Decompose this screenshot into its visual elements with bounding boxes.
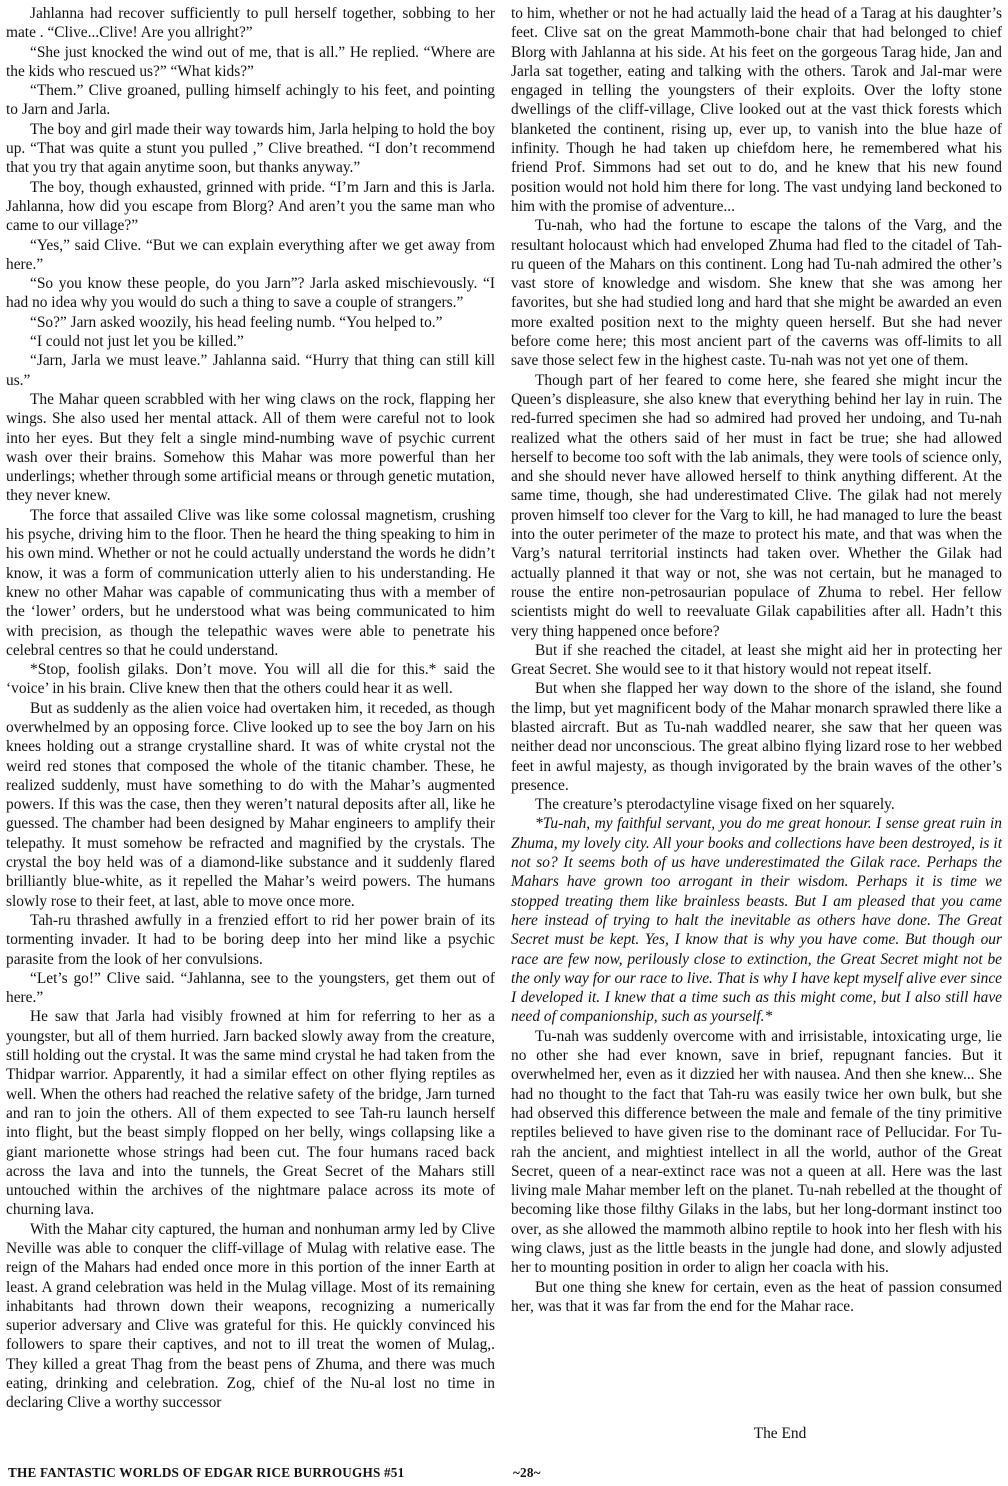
paragraph: “I could not just let you be killed.”: [30, 333, 244, 351]
paragraph: The creature’s pterodactyline visage fixed on her squarely.: [535, 796, 895, 814]
paragraph: The force that assailed Clive was like some colossal magnetism, crushing his psyche, driving him to the floor. Then he heard the thing speaking to him in his own mind. Whether or not he could actually understand the words he didn’t know, it was a form of communication utterly alien to his understanding. He knew no other Mahar was capable of communicating thus with a member of the ‘lower’ orders, but he understood what was being communicated to him with precision, as though the telepathic waves were able to penetrate his celebral centres so that he could understand.: [6, 506, 495, 659]
paragraph: The Mahar queen scrabbled with her wing claws on the rock, flapping her wings. She also used her mental attack. All of them were careful not to look into her eyes. But they felt a single mind-numbing wave of psychic current wash over their brains. Somehow this Mahar was more powerful than her underlings; whether through some artificial means or through genetic mutation, they never knew.: [6, 390, 495, 505]
left-column: [6, 4, 495, 1413]
paragraph: “Yes,” said Clive. “But we can explain everything after we get away from here.”: [6, 236, 495, 273]
paragraph: But when she flapped her way down to the shore of the island, she found the limp, but yet magnificent body of the Mahar monarch sprawled there like a blasted aircraft. But as Tu-nah waddled nearer, she saw that her queen was neither dead nor unconscious. The great albino flying lizard rose to her webbed feet in awful majesty, as though invigorated by the brain waves of the other’s presence.: [511, 680, 1002, 794]
paragraph: He saw that Jarla had visibly frowned at him for referring to her as a youngster, but all of them hurried. Jarn backed slowly away from the creature, still holding out the crystal. It was the same mind crystal he had taken from the Thidpar warrior. Apparently, it had a similar effect on other flying reptiles as well. When the others had reached the relative safety of the bridge, Jarn turned and ran to join the others. All of them expected to see Tah-ru launch herself into flight, but the beast simply flopped on her belly, wings collapsing like a giant marionette whose strings had been cut. The four humans raced back across the lava and into the tunnels, the Great Secret of the Mahars still untouched within the archives of the nightmare palace across its mote of churning lava.: [6, 1008, 495, 1219]
paragraph: The boy, though exhausted, grinned with pride. “I’m Jarn and this is Jarla. Jahlanna, how did you escape from Blorg? And aren’t you the same man who came to our village?”: [6, 178, 495, 235]
the-end-label: The End: [753, 1425, 807, 1442]
page-footer: [8, 1465, 1000, 1485]
magazine-title: THE FANTASTIC WORLDS OF EDGAR RICE BURROUGHS #51: [8, 1465, 405, 1480]
paragraph: “Them.” Clive groaned, pulling himself achingly to his feet, and pointing to Jarn and Jarla.: [6, 82, 495, 119]
paragraph: But if she reached the citadel, at least she might aid her in protecting her Great Secret. She would see to it that history would not repeat itself.: [511, 641, 1002, 679]
paragraph: Tu-nah was suddenly overcome with and irrisistable, intoxicating urge, lie no other she had ever known, save in brief, repugnant fancies. But it overwhelmed her, even as it dizzied her with nausea. And then she knew... She had no thought to the fact that Tah-ru was easily twice her own bulk, but she had observed this difference between the male and female of the tiny primitive reptiles believed to have given rise to the dominant race of Pellucidar. For Tu-rah the ancient, and mightiest intellect in all the world, author of the Great Secret, queen of a near-extinct race was not a queen at all. Here was the last living male Mahar member left on the planet. Tu-nah rebelled at the thought of becoming like those filthy Gilaks in the labs, but her long-dormant instinct too over, as she allowed the mammoth albino reptile to hook into her flesh with his wing claws, just as the little beasts in the jungle had done, and slowly adjusted her to mounting position in order to align her coacla with his.: [511, 1027, 1002, 1277]
paragraph: With the Mahar city captured, the human and nonhuman army led by Clive Neville was able to conquer the cliff-village of Mulag with relative ease. The reign of the Mahars had ended once more in this portion of the inner Earth at least. A grand celebration was held in the Mulag village. Most of its remaining inhabitants had thrown down their weapons, recognizing a numerically superior adversary and Clive was grateful for this. He quickly convinced his followers to spare their captives, and not to ill treat the women of Mulag,. They killed a great Thag from the beast pens of Zhuma, and there was much eating, drinking and celebration. Zog, chief of the Nu-al lost no time in declaring Clive a worthy successor: [6, 1220, 495, 1412]
paragraph: “Jarn, Jarla we must leave.” Jahlanna said. “Hurry that thing can still kill us.”: [6, 352, 495, 389]
paragraph: Tu-nah, who had the fortune to escape the talons of the Varg, and the resultant holocaust which had enveloped Zhuma had fled to the citadel of Tah-ru queen of the Mahars on this continent. Long had Tu-nah admired the other’s vast store of knowledge and wisdom. She knew that she was among her favorites, but she had studied long and hard that she might be awarded an even more exalted position next to the mighty queen herself. But she had never before come here; this most ancient part of the caverns was off-limits to all save those select few in the highest caste. Tu-nah was not yet one of them.: [511, 217, 1002, 370]
paragraph: But as suddenly as the alien voice had overtaken him, it receded, as though overwhelmed by an opposing force. Clive looked up to see the boy Jarn on his knees holding out a strange crystalline shard. It was of white crystal not the weird red stones that composed the whole of the titanic chamber. These, he realized suddenly, must have something to do with the Mahar’s augmented powers. If this was the case, then they weren’t natural deposits after all, like he guessed. The chamber had been designed by Mahar engineers to amplify their telepathy. It must somehow be refracted and magnified by the crystals. The crystal the boy held was of a diamond-like substance and it suddenly flared brilliantly blue-white, as it repelled the Mahar’s weird powers. The humans slowly rose to their feet, at last, able to move once more.: [6, 699, 495, 910]
paragraph: “Let’s go!” Clive said. “Jahlanna, see to the youngsters, get them out of here.”: [6, 969, 495, 1007]
paragraph: Though part of her feared to come here, she feared she might incur the Queen’s displeasure, she also knew that everything behind her lay in ruin. The red-furred specimen she had so admired had proved her undoing, and Tu-nah realized what the others said of her must in fact be true; she had allowed herself to become too soft with the lab animals, they were tools of science only, and she should never have allowed herself to think anything different. At the same time, though, she had underestimated Clive. The gilak had not merely proven himself too clever for the Varg to kill, he had managed to lure the beast into the outer perimeter of the maze to protect his mate, and that was when the Varg’s natural territorial instincts had taken over. Whether the Gilak had actually planned it that way or not, she was not certain, but he managed to rouse the entire non-petrosaurian populace of Zhuma to rebel. Her fellow scientists might do well to reevaluate Gilak capabilities after all. Hadn’t this very thing happened once before?: [511, 371, 1002, 640]
paragraph: “She just knocked the wind out of me, that is all.” He replied. “Where are the kids who rescued us?” “What kids?”: [6, 43, 495, 80]
right-column: [511, 4, 1002, 1316]
paragraph: Jahlanna had recover sufficiently to pull herself together, sobbing to her mate . “Clive...Clive! Are you allright?”: [6, 5, 495, 42]
paragraph: The boy and girl made their way towards him, Jarla helping to hold the boy up. “That was quite a stunt you pulled ,” Clive breathed. “I don’t recommend that you try that again anytime soon, but thanks anyway.”: [6, 120, 495, 177]
paragraph: “So?” Jarn asked woozily, his head feeling numb. “You helped to.”: [30, 313, 443, 331]
paragraph: But one thing she knew for certain, even as the heat of passion consumed her, was that it was far from the end for the Mahar race.: [511, 1278, 1002, 1315]
paragraph: *Stop, foolish gilaks. Don’t move. You will all die for this.* said the ‘voice’ in his brain. Clive knew then that the others could hear it as well.: [6, 661, 495, 698]
paragraph: to him, whether or not he had actually laid the head of a Tarag at his daughter’s feet. Clive sat on the great Mammoth-bone chair that had belonged to chief Blorg with Jahlanna at his side. At his feet on the gorgeous Tarag hide, Jan and Jarla sat together, eating and talking with the others. Tarok and Jal-mar were engaged in telling the youngsters of their exploits. Over the lofty stone dwellings of the cliff-village, Clive looked out at the vast thick forests which blanketed the continent, rising up, ever up, to vanish into the blue haze of infinity. Though he had taken up chiefdom here, he remembered what his friend Prof. Simmons had set out to do, and he knew that his new found position would not hold him there for long. The vast undying land beckoned to him with the promise of adventure...: [511, 5, 1002, 215]
paragraph: *Tu-nah, my faithful servant, you do me great honour. I sense great ruin in Zhuma, my lovely city. All your books and collections have been destroyed, is it not so? It seems both of us have underestimated the Gilak race. Perhaps the Mahars have grown too arrogant in their wisdom. Perhaps it is time we stopped treating them like brainless beasts. But I am pleased that you came here instead of trying to halt the inevitable as others have done. The Great Secret must be kept. Yes, I know that is why you have come. But though our race are few now, perilously close to extinction, the Great Secret might not be the only way for our race to live. That is why I have kept myself alive ever since I developed it. I knew that a time such as this might come, but I also still have need of companionship, such as yourself.*: [511, 815, 1002, 1026]
paragraph: Tah-ru thrashed awfully in a frenzied effort to rid her power brain of its tormenting invader. It had to be boring deep into her mind like a psychic parasite from the look of her convulsions.: [6, 911, 495, 968]
paragraph: “So you know these people, do you Jarn”? Jarla asked mischievously. “I had no idea why you would do such a thing to save a couple of strangers.”: [6, 275, 495, 312]
page-number: ~28~: [513, 1465, 541, 1480]
